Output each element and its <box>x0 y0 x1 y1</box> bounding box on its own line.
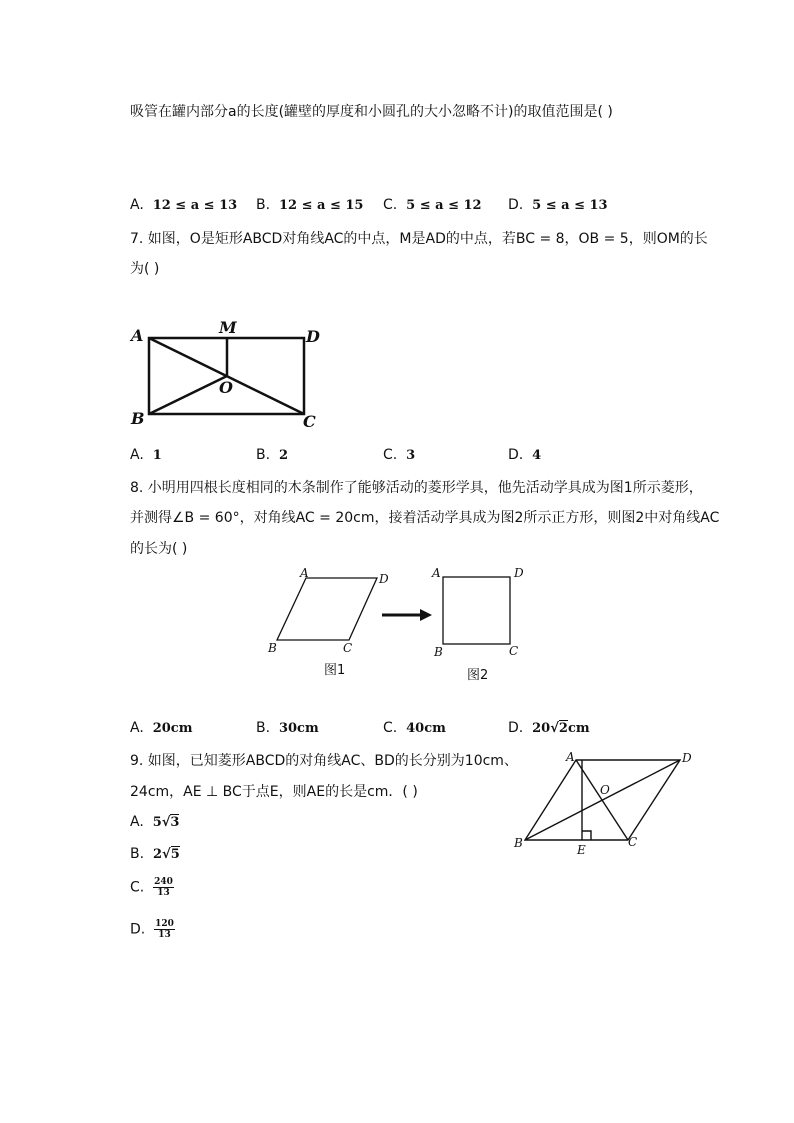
q7-label-c: C <box>303 412 316 431</box>
q9-label-c: C <box>628 835 638 849</box>
q8-fig1-caption: 图1 <box>324 663 346 678</box>
q7-option-b[interactable]: B. 2 <box>256 447 289 463</box>
q7-option-d[interactable]: D. 4 <box>508 447 542 463</box>
q7-label-a: A <box>131 326 144 345</box>
q8-rhombus <box>277 578 377 640</box>
q6-option-b[interactable]: B. 12 ≤ a ≤ 15 <box>256 197 364 213</box>
q9-rhombus-figure <box>508 745 708 855</box>
q6-stem-tail: 吸管在罐内部分a的长度(罐壁的厚度和小圆孔的大小忽略不计)的取值范围是( ) <box>130 104 613 120</box>
q8-fig2-label-c: C <box>509 644 519 658</box>
q8-square <box>443 577 510 644</box>
q8-fig2-label-a: A <box>432 566 441 580</box>
q8-fig1-label-a: A <box>300 566 309 580</box>
q8-fig1-label-b: B <box>268 641 277 655</box>
q9-option-c[interactable]: C. $\frac{240}{13}$ <box>130 877 173 898</box>
q8-stem-line1: 8. 小明用四根长度相同的木条制作了能够活动的菱形学具，他先活动学具成为图1所示菱形， <box>130 480 703 496</box>
q8-stem-line2: 并测得∠B = 60°，对角线AC = 20cm，接着活动学具成为图2所示正方形，则图2中对角线AC <box>130 510 720 526</box>
q9-option-a[interactable]: A. 5√3 <box>130 814 180 830</box>
q7-option-a[interactable]: A. 1 <box>130 447 162 463</box>
q9-label-d: D <box>682 751 692 765</box>
q8-option-b[interactable]: B. 30cm <box>256 720 319 736</box>
q8-fig2-label-d: D <box>514 566 524 580</box>
q8-fig1-label-d: D <box>379 572 389 586</box>
q6-option-a[interactable]: A. 12 ≤ a ≤ 13 <box>130 197 238 213</box>
q9-option-b[interactable]: B. 2√5 <box>130 846 180 862</box>
q6-option-d[interactable]: D. 5 ≤ a ≤ 13 <box>508 197 608 213</box>
q7-label-b: B <box>131 409 145 428</box>
q8-option-a[interactable]: A. 20cm <box>130 720 193 736</box>
q9-label-o: O <box>600 783 610 797</box>
q8-option-c[interactable]: C. 40cm <box>383 720 446 736</box>
q7-label-o: O <box>219 378 233 397</box>
q8-fig2-label-b: B <box>434 645 443 659</box>
q7-label-m: M <box>219 318 237 337</box>
q7-stem-line2: 为( ) <box>130 261 160 277</box>
q7-option-c[interactable]: C. 3 <box>383 447 416 463</box>
q9-stem-line2: 24cm，AE ⊥ BC于点E，则AE的长是cm．( ) <box>130 784 418 800</box>
q7-rectangle-figure <box>125 315 335 435</box>
q9-option-d[interactable]: D. $\frac{120}{13}$ <box>130 919 174 940</box>
q7-stem-line1: 7. 如图，O是矩形ABCD对角线AC的中点，M是AD的中点，若BC = 8，OB = 5，则OM的长 <box>130 231 708 247</box>
q8-fig1-label-c: C <box>343 641 353 655</box>
q8-stem-line3: 的长为( ) <box>130 541 188 557</box>
q8-option-d[interactable]: D. 20√2cm <box>508 720 590 736</box>
q6-option-c[interactable]: C. 5 ≤ a ≤ 12 <box>383 197 482 213</box>
q9-label-a: A <box>566 750 575 764</box>
q7-label-d: D <box>306 327 320 346</box>
q8-figures <box>262 562 532 682</box>
q9-label-e: E <box>577 843 586 855</box>
q9-stem-line1: 9. 如图，已知菱形ABCD的对角线AC、BD的长分别为10cm、 <box>130 753 518 769</box>
q9-label-b: B <box>514 836 523 850</box>
q8-fig2-caption: 图2 <box>467 668 489 683</box>
